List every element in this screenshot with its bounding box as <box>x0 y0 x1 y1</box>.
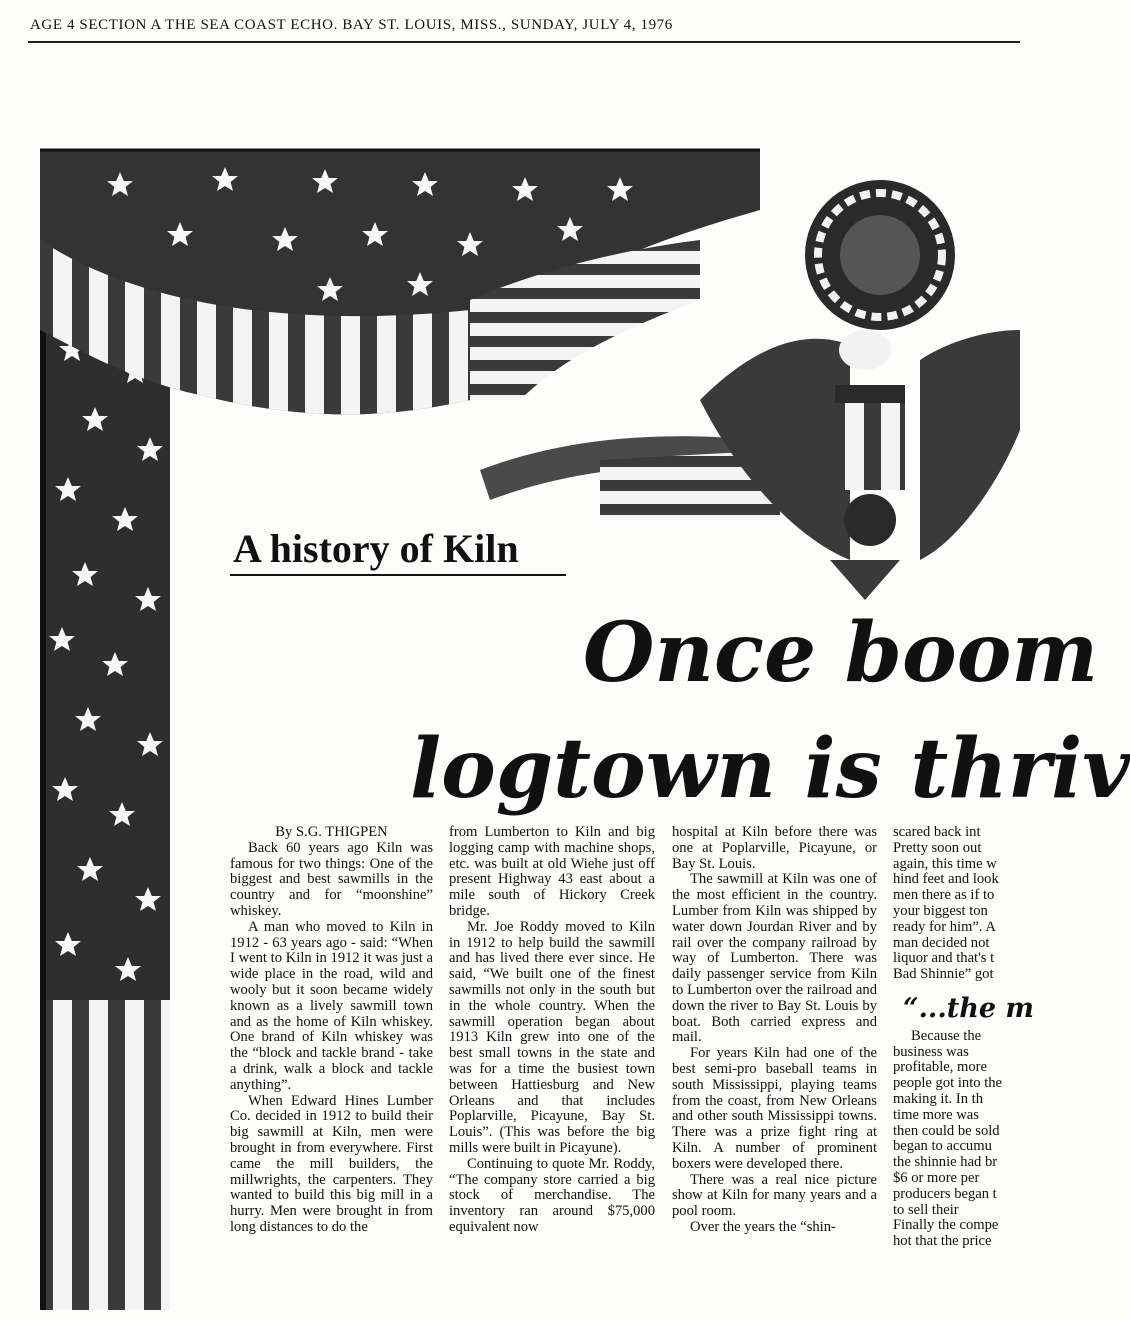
paragraph: For years Kiln had one of the best semi-pro baseball teams in south Mississippi, playing teams from the coast, from New Orleans and other south Mississippi towns. There was a prize fight ring at Kiln. A number of prominent boxers were developed there. <box>672 1045 877 1172</box>
text-line: ready for him”. A <box>893 918 996 935</box>
headline-line-2: logtown is thriv <box>410 721 1130 817</box>
article-column-1 <box>230 825 433 1236</box>
text-line: hot that the price <box>893 1233 992 1250</box>
text-line: liquor and that's t <box>893 950 995 967</box>
text-line: Because the <box>911 1027 982 1044</box>
paragraph: The sawmill at Kiln was one of the most efficient in the country. Lumber from Kiln was shipped by water down Jourdan River and by rail over the company railroad by way of Lumberton. There was daily passenger service from Kiln to Lumberton over the railroad and down the river to Bay St. Louis by boat. Both carried express and mail. <box>672 871 877 1046</box>
paragraph: Continuing to quote Mr. Roddy, “The company store carried a big stock of merchandise. The inventory ran around $75,000 equivalent now <box>449 1155 655 1235</box>
article-column-3 <box>672 825 877 1236</box>
text-line: to sell their <box>893 1201 959 1218</box>
text-line: man decided not <box>893 934 990 951</box>
text-line: again, this time w <box>893 855 997 872</box>
text-line: your biggest ton <box>893 902 988 919</box>
paragraph: Back 60 years ago Kiln was famous for two things: One of the biggest and best sawmills in the country and for “moonshine” whiskey. <box>230 839 433 919</box>
text-line: Bad Shinnie” got <box>893 966 994 983</box>
text-line: time more was <box>893 1106 979 1123</box>
text-line: $6 or more per <box>893 1169 980 1186</box>
paragraph: hospital at Kiln before there was one at Poplarville, Picayune, or Bay St. Louis. <box>672 824 877 872</box>
text-line: began to accumu <box>893 1138 992 1155</box>
paragraph: from Lumberton to Kiln and big logging camp with machine shops, etc. was built at old Wiehe just off present Highway 43 east about a mile south of Hickory Creek bridge. <box>449 824 655 919</box>
article-column-2 <box>449 825 655 1236</box>
text-line: hind feet and look <box>893 871 999 888</box>
text-line: profitable, more <box>893 1059 988 1076</box>
text-line: men there as if to <box>893 887 995 904</box>
text-line: Pretty soon out <box>893 839 982 856</box>
text-line: then could be sold <box>893 1122 1000 1139</box>
text-line: scared back int <box>893 824 981 840</box>
text-line: people got into the <box>893 1075 1003 1092</box>
text-line: producers began t <box>893 1185 997 1202</box>
page-header: AGE 4 SECTION A THE SEA COAST ECHO. BAY ST. LOUIS, MISS., SUNDAY, JULY 4, 1976 <box>30 17 673 33</box>
text-line: making it. In th <box>893 1090 983 1107</box>
kicker-title: A history of Kiln <box>233 526 519 571</box>
paragraph: There was a real nice picture show at Kiln for many years and a pool room. <box>672 1171 877 1220</box>
text-line: business was <box>893 1043 969 1060</box>
paragraph: Over the years the “shin- <box>690 1218 836 1235</box>
paragraph: A man who moved to Kiln in 1912 - 63 years ago - said: “When I went to Kiln in 1912 it was just a wide place in the road, wild and wooly but it soon became widely known as a lively sawmill town and as the home of Kiln whiskey. One brand of Kiln whiskey was the “block and tackle brand - take a drink, walk a block and tackle anything”. <box>230 918 433 1093</box>
headline-line-1: Once boom <box>583 605 1099 701</box>
article-column-4 <box>893 825 1053 1250</box>
text-line: the shinnie had br <box>893 1154 998 1171</box>
paragraph: When Edward Hines Lumber Co. decided in 1912 to build their big sawmill at Kiln, men were brought in from everywhere. First came the mill builders, the millwrights, the carpenters. They wanted to build this big mill in a hurry. Men were brought in from long distances to do the <box>230 1092 433 1235</box>
paragraph: Mr. Joe Roddy moved to Kiln in 1912 to help build the sawmill and has lived there ever since. He said, “We built one of the finest sawmills not only in the south but in the whole country. When the sawmill operation began about 1913 Kiln grew into one of the best small towns in the state and was for a time the busiest town between Hattiesburg and New Orleans and that includes Poplarville, Picayune, Bay St. Louis”. (This was before the big mills were built in Picayune). <box>449 918 655 1156</box>
byline: By S.G. THIGPEN <box>275 824 388 840</box>
pull-quote: “...the m <box>903 992 1034 1024</box>
text-line: Finally the compe <box>893 1217 999 1234</box>
